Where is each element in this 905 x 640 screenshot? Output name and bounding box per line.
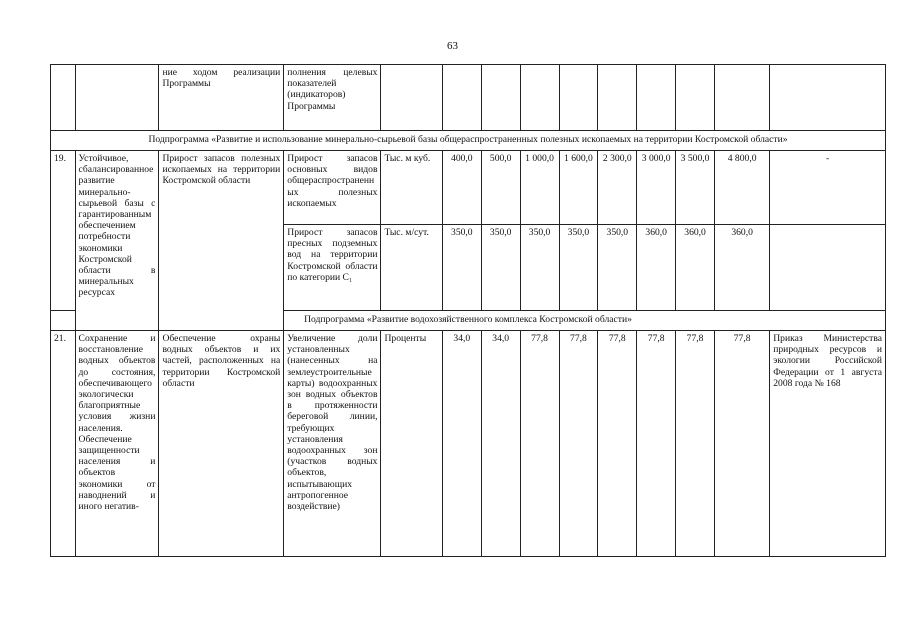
value-cell: 1 600,0 <box>559 151 598 225</box>
indicator-cell: Увеличение доли установленных (нанесенных на землеустроительные карты) водоохранных зон водных объектов в протяженности береговой линии, требующих установления водоохранных зон (участков водных объектов, испытывающих антропогенное воздействие) <box>284 331 381 557</box>
value-cell: 360,0 <box>676 225 715 311</box>
unit-cell: Проценты <box>381 331 442 557</box>
cell-empty <box>75 65 159 131</box>
value-cell: 3 500,0 <box>676 151 715 225</box>
subprogram-heading-row <box>51 311 886 331</box>
source-cell: - <box>770 151 886 225</box>
value-cell: 1 000,0 <box>520 151 559 225</box>
goal-cell: Устойчивое, сбалансированное развитие минерально-сырьевой базы с гарантированным обеспечением потребности экономики Костромской области в минеральных ресурсах <box>75 151 159 331</box>
goal-cell: Сохранение и восстановление водных объектов до состояния, обеспечивающего экологически благоприятные условия жизни населения. Обеспечение защищенности населения и объектов экономики от наводнений и иного негатив- <box>75 331 159 557</box>
value-cell: 400,0 <box>442 151 481 225</box>
table-row <box>51 151 886 225</box>
value-cell: 360,0 <box>637 225 676 311</box>
task-cell: Прирост запасов полезных ископаемых на территории Костромской области <box>159 151 284 331</box>
table-row <box>51 65 886 131</box>
subprogram-title: Подпрограмма «Развитие и использование минерально-сырьевой базы общераспространенных полезных ископаемых на территории Костромской области» <box>51 131 886 151</box>
value-cell: 77,8 <box>559 331 598 557</box>
value-cell: 350,0 <box>442 225 481 311</box>
table-row <box>51 331 886 557</box>
indicator-cell: Прирост запасов основных видов общераспространенных полезных ископаемых <box>284 151 381 225</box>
continuation-indicator-cell: полнения целевых показателей (индикаторов) Программы <box>284 65 381 131</box>
value-cell: 77,8 <box>637 331 676 557</box>
source-cell <box>770 225 886 311</box>
value-cell: 34,0 <box>442 331 481 557</box>
value-cell: 2 300,0 <box>598 151 637 225</box>
value-cell: 350,0 <box>598 225 637 311</box>
cell-empty <box>51 65 76 131</box>
task-cell: Обеспечение охраны водных объектов и их частей, расположенных на территории Костромской области <box>159 331 284 557</box>
value-cell: 350,0 <box>520 225 559 311</box>
row-number: 19. <box>51 151 76 311</box>
page-number: 63 <box>447 40 458 52</box>
program-indicators-table <box>50 64 886 557</box>
value-cell: 77,8 <box>520 331 559 557</box>
value-cell: 77,8 <box>676 331 715 557</box>
subprogram-heading-row <box>51 131 886 151</box>
value-cell: 350,0 <box>559 225 598 311</box>
row-number: 21. <box>51 331 76 557</box>
value-cell: 500,0 <box>481 151 520 225</box>
value-cell: 77,8 <box>598 331 637 557</box>
continuation-task-cell: ние ходом реализации Программы <box>159 65 284 131</box>
value-cell: 77,8 <box>715 331 770 557</box>
source-cell: Приказ Министерства природных ресурсов и экологии Российской Федерации от 1 августа 2008 года № 168 <box>770 331 886 557</box>
value-cell: 34,0 <box>481 331 520 557</box>
indicator-cell: Прирост запасов пресных подземных вод на территории Костромской области по категории С₁ <box>284 225 381 311</box>
unit-cell: Тыс. м/сут. <box>381 225 442 311</box>
value-cell: 3 000,0 <box>637 151 676 225</box>
value-cell: 4 800,0 <box>715 151 770 225</box>
value-cell: 350,0 <box>481 225 520 311</box>
unit-cell: Тыс. м куб. <box>381 151 442 225</box>
value-cell: 360,0 <box>715 225 770 311</box>
subprogram-title: Подпрограмма «Развитие водохозяйственного комплекса Костромской области» <box>51 311 886 331</box>
